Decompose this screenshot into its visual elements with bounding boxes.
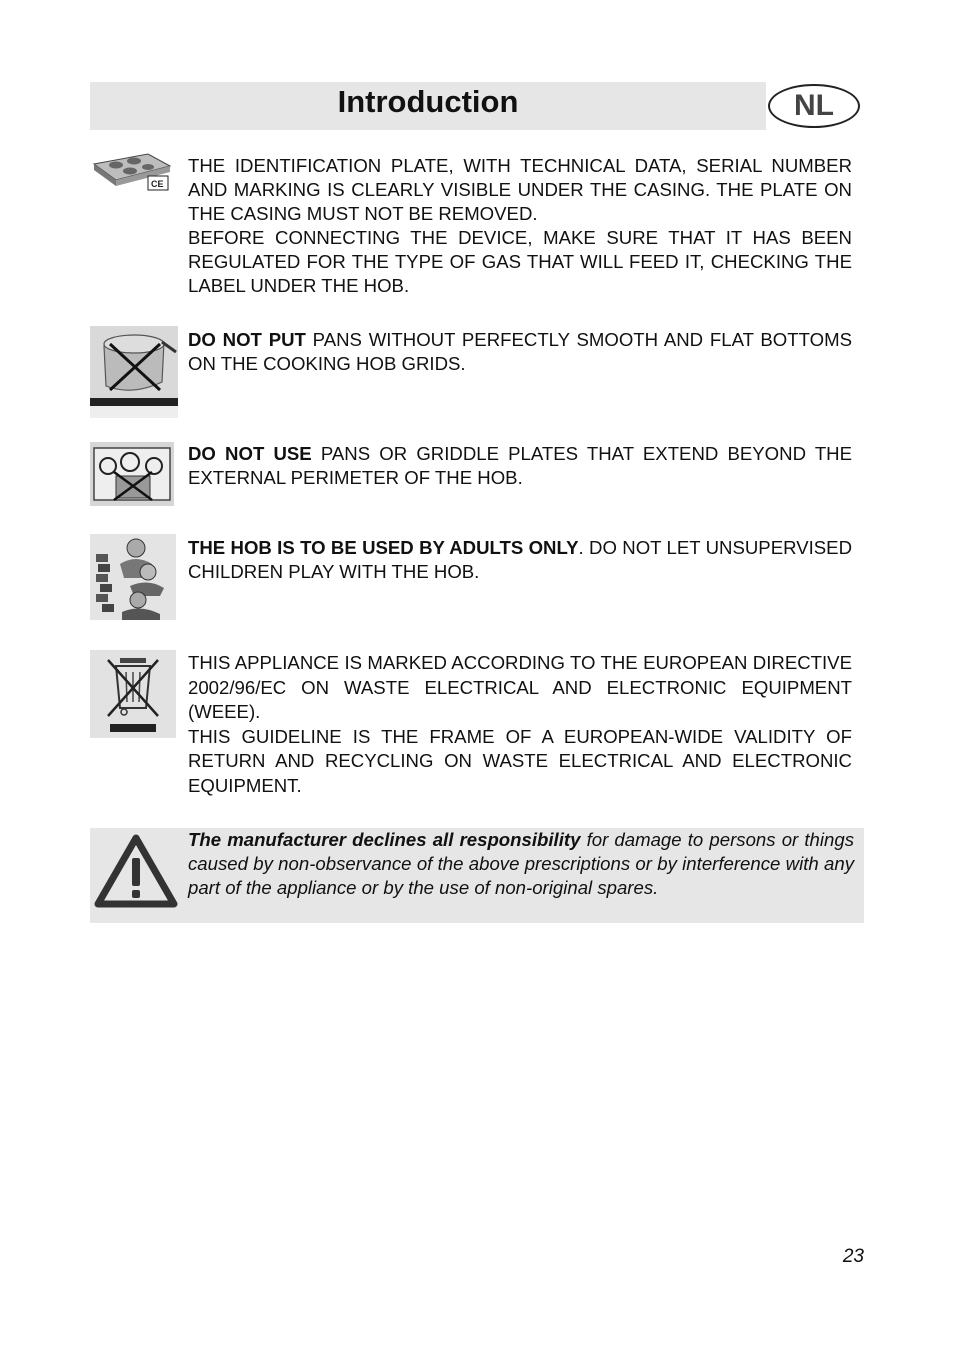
paragraph: for damage to persons or things caused by non-observance of the above prescriptions or by interference with any part of the appliance or by the use of non-original spares. [188, 829, 854, 898]
warning-triangle-icon [94, 834, 178, 908]
no-oversized-pan-icon [90, 442, 174, 506]
section-adults-only [90, 534, 864, 620]
svg-text:CE: CE [151, 179, 164, 189]
no-uneven-pan-icon [90, 326, 178, 418]
paragraph: THIS APPLIANCE IS MARKED ACCORDING TO THE EUROPEAN DIRECTIVE 2002/96/EC ON WASTE ELECTRICAL AND ELECTRONIC EQUIPMENT (WEEE). [188, 652, 852, 722]
warning-emphasis: DO NOT USE [188, 443, 312, 464]
section-do-not-put [90, 326, 864, 420]
disclaimer-text [188, 828, 854, 900]
language-badge: NL [768, 84, 860, 128]
hob-identification-plate-icon [90, 150, 174, 198]
paragraph: . DO NOT LET UNSUPERVISED CHILDREN PLAY WITH THE HOB. [188, 537, 852, 582]
manufacturer-disclaimer [90, 828, 864, 923]
paragraph: PANS OR GRIDDLE PLATES THAT EXTEND BEYOND THE EXTERNAL PERIMETER OF THE HOB. [188, 443, 853, 488]
section-text [188, 651, 852, 798]
disclaimer-emphasis: The manufacturer declines all responsibility [188, 829, 581, 850]
section-text [188, 536, 852, 584]
section-do-not-use [90, 440, 864, 506]
page-number: 23 [842, 1246, 864, 1267]
page-title: Introduction [337, 84, 519, 119]
children-warning-icon [90, 534, 176, 620]
paragraph: BEFORE CONNECTING THE DEVICE, MAKE SURE THAT IT HAS BEEN REGULATED FOR THE TYPE OF GAS THAT WILL FEED IT, CHECKING THE LABEL UNDER THE HOB. [188, 227, 852, 296]
section-weee [90, 650, 864, 800]
section-text [188, 328, 852, 376]
warning-emphasis: DO NOT PUT [188, 329, 306, 350]
section-text [188, 154, 852, 298]
paragraph: THE IDENTIFICATION PLATE, WITH TECHNICAL DATA, SERIAL NUMBER AND MARKING IS CLEARLY VISIBLE UNDER THE CASING. THE PLATE ON THE CASING MUST NOT BE REMOVED. [188, 155, 852, 224]
section-identification-plate [90, 150, 864, 300]
warning-emphasis: THE HOB IS TO BE USED BY ADULTS ONLY [188, 537, 579, 558]
paragraph: THIS GUIDELINE IS THE FRAME OF A EUROPEAN-WIDE VALIDITY OF RETURN AND RECYCLING ON WASTE ELECTRICAL AND ELECTRONIC EQUIPMENT. [188, 725, 852, 796]
paragraph: PANS WITHOUT PERFECTLY SMOOTH AND FLAT BOTTOMS ON THE COOKING HOB GRIDS. [188, 329, 852, 374]
weee-crossed-bin-icon [90, 650, 176, 738]
section-text [188, 442, 852, 490]
